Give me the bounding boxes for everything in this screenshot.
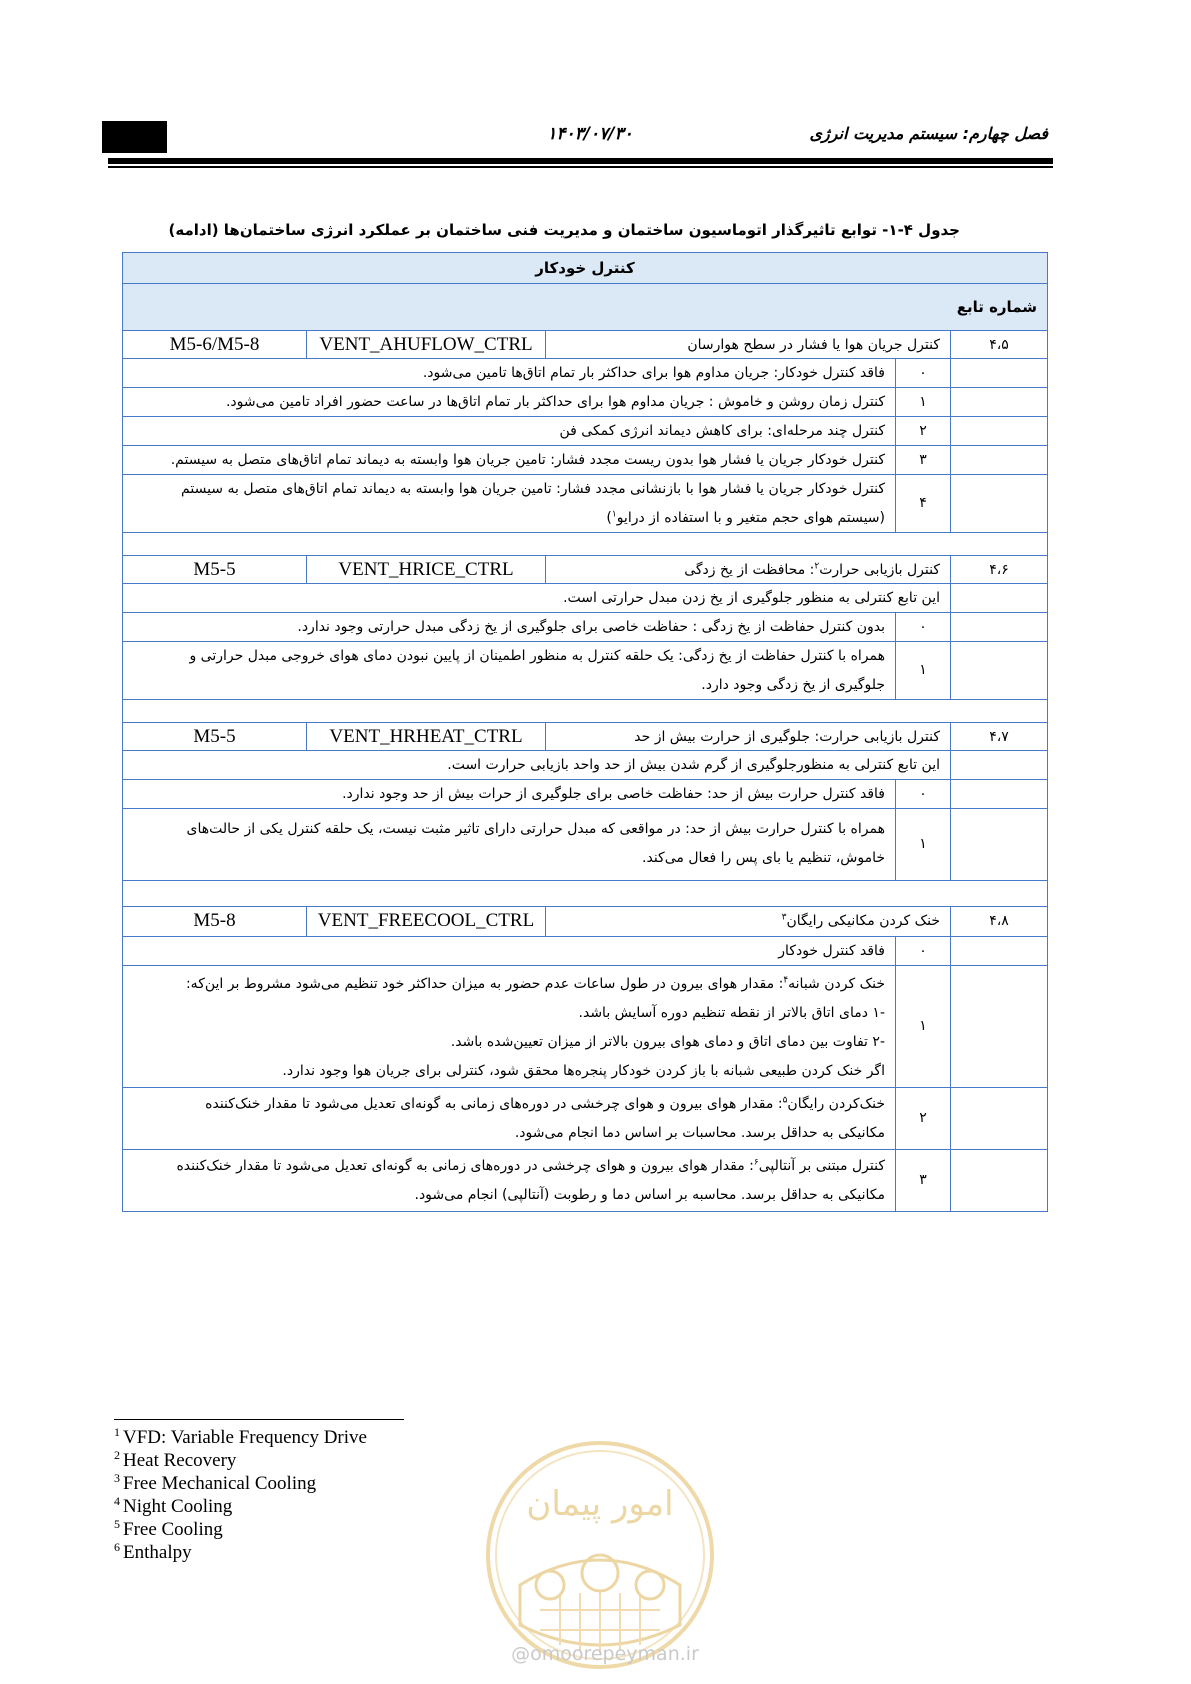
option-line: خاموش، تنظیم یا بای پس را فعال می‌کند. — [642, 850, 885, 866]
watermark-logo-text: امور پیمان — [526, 1484, 674, 1524]
function-name-cell: کنترل جریان هوا یا فشار در سطح هوارسان — [545, 330, 951, 359]
footnote-text: Night Cooling — [123, 1496, 233, 1517]
function-id-cell: ۴،۵ — [950, 330, 1048, 359]
empty-cell — [950, 416, 1048, 446]
option-level: ۰ — [895, 779, 951, 809]
functions-table — [122, 252, 1048, 1258]
footnote-number: 5 — [114, 1516, 120, 1531]
option-level: ۳ — [895, 445, 951, 475]
option-text: فاقد کنترل خودکار: جریان مداوم هوا برای حداکثر بار تمام اتاق‌ها تامین می‌شود. — [122, 358, 896, 388]
code-cell: VENT_HRICE_CTRL — [306, 555, 546, 584]
watermark-url: @omoorepeyman.ir — [511, 1643, 699, 1665]
footnote — [114, 1472, 514, 1495]
function-name-cell: کنترل بازیابی حرارت: جلوگیری از حرارت بیش از حد — [545, 722, 951, 751]
empty-cell — [950, 583, 1048, 613]
spacer-row — [122, 699, 1048, 723]
option-line-part: خنک کردن شبانه — [788, 976, 885, 992]
option-line: جلوگیری از یخ زدگی وجود دارد. — [701, 677, 885, 693]
empty-cell — [950, 1149, 1048, 1212]
spacer-row — [122, 880, 1048, 907]
option-text-multiline — [122, 808, 896, 881]
empty-cell — [950, 965, 1048, 1088]
option-level: ۱ — [895, 641, 951, 700]
function-intro: این تابع کنترلی به منظورجلوگیری از گرم شدن بیش از حد واحد بازیابی حرارت است. — [122, 750, 951, 780]
empty-cell — [950, 1087, 1048, 1150]
header-rule-thick — [108, 158, 1053, 164]
header-rule-thin — [108, 166, 1053, 168]
footnote — [114, 1518, 514, 1541]
option-text-multiline — [122, 1149, 896, 1212]
function-name-cell — [545, 906, 951, 937]
table-caption: جدول ۴-۱- توابع تاثیرگذار اتوماسیون ساختمان و مدیریت فنی ساختمان بر عملکرد انرژی ساختمان‌ها (ادامه) — [168, 221, 960, 239]
option-level: ۰ — [895, 358, 951, 388]
option-line — [133, 504, 885, 533]
option-level: ۱ — [895, 808, 951, 881]
table-title: کنترل خودکار — [122, 252, 1048, 284]
footnote-text: Free Mechanical Cooling — [123, 1473, 317, 1494]
option-text: کنترل چند مرحله‌ای: برای کاهش دیماند انرژی کمکی فن — [122, 416, 896, 446]
option-line-part: (سیستم هوای حجم متغیر و با استفاده از درایو — [616, 510, 885, 526]
option-text-multiline — [122, 474, 896, 533]
footnote-text: Heat Recovery — [123, 1450, 237, 1471]
module-cell: M5-8 — [122, 906, 307, 937]
footnote-number: 3 — [114, 1470, 120, 1485]
function-id-cell: ۴،۸ — [950, 906, 1048, 937]
spacer-row — [122, 532, 1048, 556]
option-level: ۲ — [895, 416, 951, 446]
header-date: ۱۴۰۳/۰۷/۳۰ — [547, 124, 633, 144]
code-cell: VENT_FREECOOL_CTRL — [306, 906, 546, 937]
option-line: کنترل خودکار جریان یا فشار هوا با بازنشانی مجدد فشار: تامین جریان هوا وابسته به دیماند تمام اتاق‌های متصل به سیستم — [181, 481, 885, 497]
watermark-logo-icon — [480, 1435, 720, 1675]
option-level: ۱ — [895, 387, 951, 417]
option-line — [133, 1152, 885, 1181]
option-line-part: : مقدار هوای بیرون و هوای چرخشی در دوره‌های زمانی به گونه‌ای تعدیل می‌شود تا مقدار خنک‌کننده — [205, 1096, 783, 1112]
function-name-cell — [545, 555, 951, 584]
option-text: کنترل خودکار جریان یا فشار هوا بدون ریست مجدد فشار: تامین جریان هوا وابسته به دیماند تمام اتاق‌های متصل به سیستم. — [122, 445, 896, 475]
footnote-text: VFD: Variable Frequency Drive — [123, 1427, 367, 1448]
function-name-rest: : محافظت از یخ زدگی — [684, 562, 815, 578]
option-line: -۲ تفاوت بین دمای اتاق و دمای هوای بیرون بالاتر از میزان تعیین‌شده باشد. — [450, 1034, 885, 1050]
option-text: کنترل زمان روشن و خاموش : جریان مداوم هوا برای حداکثر بار تمام اتاق‌ها در ساعت حضور افراد تامین می‌شود. — [122, 387, 896, 417]
option-level: ۳ — [895, 1149, 951, 1212]
option-line: مکانیکی به حداقل برسد. محاسبات بر اساس دما انجام می‌شود. — [514, 1125, 885, 1141]
table-column-header: شماره تابع — [122, 283, 1048, 331]
option-line-part: ) — [606, 510, 612, 526]
option-level: ۲ — [895, 1087, 951, 1150]
option-level: ۴ — [895, 474, 951, 533]
option-text: بدون کنترل حفاظت از یخ زدگی : حفاظت خاصی برای جلوگیری از یخ زدگی مبدل حرارتی وجود ندارد. — [122, 612, 896, 642]
option-line: اگر خنک کردن طبیعی شبانه با باز کردن خودکار پنجره‌ها محقق شود، کنترلی برای جریان هوا وجود ندارد. — [282, 1063, 885, 1079]
function-id-cell: ۴،۶ — [950, 555, 1048, 584]
footnote-separator — [114, 1419, 404, 1420]
empty-cell — [950, 612, 1048, 642]
footnote — [114, 1541, 514, 1564]
option-line: مکانیکی به حداقل برسد. محاسبه بر اساس دما و رطوبت (آنتالپی) انجام می‌شود. — [414, 1187, 885, 1203]
function-id-cell: ۴،۷ — [950, 722, 1048, 751]
option-line-part: کنترل مبتنی بر آنتالپی — [758, 1158, 885, 1174]
code-cell: VENT_AHUFLOW_CTRL — [306, 330, 546, 359]
option-text: فاقد کنترل خودکار — [122, 936, 896, 966]
footnote-ref: ۱ — [611, 509, 617, 520]
module-cell: M5-5 — [122, 555, 307, 584]
empty-cell — [950, 779, 1048, 809]
empty-cell — [950, 445, 1048, 475]
option-text-multiline — [122, 965, 896, 1088]
footnote — [114, 1449, 514, 1472]
option-level: ۰ — [895, 612, 951, 642]
option-text: فاقد کنترل حرارت بیش از حد: حفاظت خاصی برای جلوگیری از حرات بیش از حد وجود ندارد. — [122, 779, 896, 809]
option-line-part: خنک‌کردن رایگان — [787, 1096, 885, 1112]
empty-cell — [950, 808, 1048, 881]
option-text-multiline — [122, 1087, 896, 1150]
empty-cell — [950, 358, 1048, 388]
function-intro: این تابع کنترلی به منظور جلوگیری از یخ زدن مبدل حرارتی است. — [122, 583, 951, 613]
function-name: کنترل بازیابی حرارت — [819, 562, 940, 578]
option-line — [133, 970, 885, 999]
footnote-text: Enthalpy — [123, 1542, 192, 1563]
footnote-ref: ۳ — [781, 912, 787, 923]
option-text-multiline — [122, 641, 896, 700]
function-name: خنک کردن مکانیکی رایگان — [786, 913, 940, 929]
empty-cell — [950, 474, 1048, 533]
empty-cell — [950, 936, 1048, 966]
module-cell: M5-6/M5-8 — [122, 330, 307, 359]
footnote-ref: ۵ — [782, 1095, 788, 1106]
footnote-text: Free Cooling — [123, 1519, 223, 1540]
module-cell: M5-5 — [122, 722, 307, 751]
footnote-number: 2 — [114, 1447, 120, 1462]
option-line: همراه با کنترل حفاظت از یخ زدگی: یک حلقه کنترل به منظور اطمینان از پایین نبودن دمای هوای خروجی مبدل حرارتی و — [189, 648, 885, 664]
footnote — [114, 1426, 514, 1449]
footnote-ref: ۲ — [814, 561, 820, 572]
option-line — [133, 1090, 885, 1119]
empty-cell — [950, 387, 1048, 417]
option-line-part: : مقدار هوای بیرون در طول ساعات عدم حضور به میزان حداکثر خود تنظیم می‌شود مشروط بر این‌که: — [185, 976, 784, 992]
option-level: ۰ — [895, 936, 951, 966]
header-black-box — [102, 121, 167, 153]
footnote-ref: ۴ — [783, 975, 789, 986]
option-level: ۱ — [895, 965, 951, 1088]
option-line-part: : مقدار هوای بیرون و هوای چرخشی در دوره‌های زمانی به گونه‌ای تعدیل می‌شود تا مقدار خنک‌کننده — [176, 1158, 754, 1174]
footnote — [114, 1495, 514, 1518]
footnote-number: 4 — [114, 1493, 120, 1508]
code-cell: VENT_HRHEAT_CTRL — [306, 722, 546, 751]
option-line: -۱ دمای اتاق بالاتر از نقطه تنظیم دوره آسایش باشد. — [578, 1005, 885, 1021]
footnote-number: 1 — [114, 1424, 120, 1439]
empty-cell — [950, 641, 1048, 700]
footnote-number: 6 — [114, 1539, 120, 1554]
empty-cell — [950, 750, 1048, 780]
option-line: همراه با کنترل حرارت بیش از حد: در مواقعی که مبدل حرارتی دارای تاثیر مثبت نیست، یک حلقه کنترل یکی از حالت‌های — [186, 821, 885, 837]
header-chapter-title: فصل چهارم: سیستم مدیریت انرژی — [809, 124, 1048, 143]
footnote-ref: ۶ — [753, 1157, 759, 1168]
